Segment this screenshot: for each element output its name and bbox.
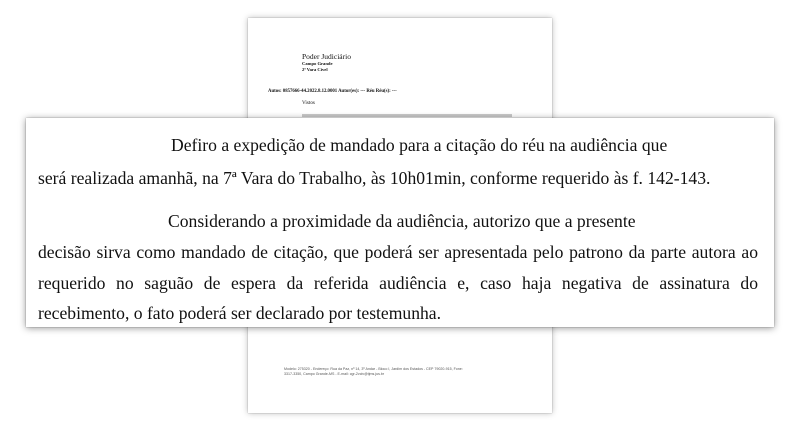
excerpt-line: requerido no saguão de espera da referida audiência e, caso haja negativa de assinatura do: [38, 273, 758, 293]
vistos-label: Vistos: [302, 100, 315, 106]
zoomed-excerpt: [26, 118, 774, 327]
document-footer: [284, 367, 524, 378]
document-header: [302, 52, 351, 73]
footer-contact: 3317-3350, Campo Grande-MS - E-mail: cgr-2vciv@tjms.jus.br: [284, 372, 385, 377]
excerpt-line: decisão sirva como mandado de citação, que poderá ser apresentada pelo patrono da parte autora ao: [38, 242, 758, 262]
court-district: Campo Grande: [302, 61, 333, 67]
case-number-line: Autos: 0857666-44.2022.8.12.0001 Autor(es): --- Réu Réu(s): ---: [268, 89, 397, 94]
footer-address: Modelo: 275320 - Endereço: Rua da Paz, nº 14, 3º Andar - Bloco I, Jardim dos Estados - CEP 79020-915, Fone:: [284, 367, 463, 371]
court-name: Poder Judiciário: [302, 52, 351, 61]
court-division: 2ª Vara Cível: [302, 67, 328, 73]
excerpt-line: Considerando a proximidade da audiência, autorizo que a presente: [168, 211, 636, 231]
excerpt-line: recebimento, o fato poderá ser declarado por testemunha.: [38, 303, 442, 323]
obscured-text-line: [302, 114, 512, 117]
excerpt-line: será realizada amanhã, na 7ª Vara do Trabalho, às 10h01min, conforme requerido às f. 142-143.: [38, 168, 711, 188]
excerpt-line: Defiro a expedição de mandado para a citação do réu na audiência que: [171, 135, 668, 155]
